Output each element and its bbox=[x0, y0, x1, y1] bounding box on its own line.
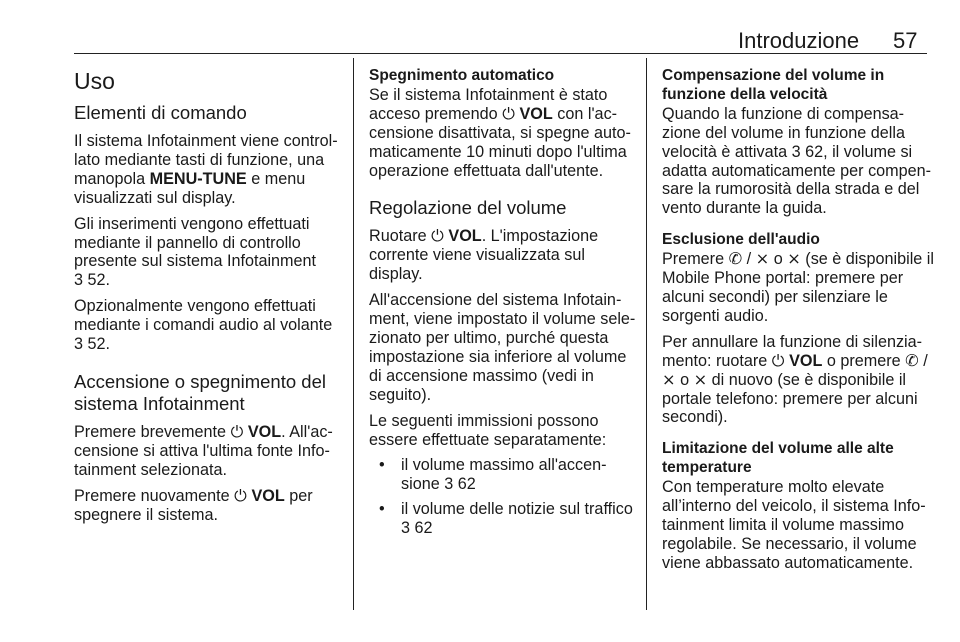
heading-temperature-limit: Limitazione del volume alle alte temperature bbox=[662, 440, 894, 477]
paragraph-power-on: Premere brevemente ⏻ VOL. All'ac- censione si attiva l'ultima fonte Info- tainment selezionata. bbox=[74, 422, 333, 479]
column-3 bbox=[662, 67, 934, 580]
mute-icon: ⨯ bbox=[787, 250, 801, 269]
knob-icon: ⏻ bbox=[431, 227, 444, 246]
paragraph-volume-startup: All'accensione del sistema Infotain- ment, viene impostato il volume sele- zionato per ultimo, purché questa impostazione sia inferiore al volume di accensione massimo (vedi in seguito). bbox=[369, 291, 636, 404]
column-1 bbox=[74, 62, 346, 532]
paragraph-temperature-limit: Con temperature molto elevate all’interno del veicolo, il sistema Info- tainment limita il volume massimo regolabile. Se necessario, il volume viene abbassato automaticamente. bbox=[662, 478, 926, 572]
page-reference: 3 52. bbox=[74, 335, 111, 354]
section-title: Uso bbox=[74, 68, 115, 94]
heading-speed-volume: Compensazione del volume in funzione della velocità bbox=[662, 67, 885, 103]
paragraph-power-off: Premere nuovamente ⏻ VOL per spegnere il sistema. bbox=[74, 486, 313, 524]
knob-icon: ⏻ bbox=[771, 351, 785, 370]
header-rule bbox=[74, 53, 927, 54]
power-icon: ⏻ bbox=[234, 486, 247, 505]
column-divider-1 bbox=[353, 58, 354, 610]
list-item: • il volume delle notizie sul traffico 3 62 bbox=[369, 500, 641, 538]
column-2 bbox=[369, 67, 641, 545]
paragraph-unmute: Per annullare la funzione di silenzia- mento: ruotare ⏻ VOL o premere ✆ / ⨯ o ⨯ di nuovo (se è disponibile il portale telefono: premere per alcuni secondi). bbox=[662, 332, 928, 427]
heading-volume: Regolazione del volume bbox=[369, 197, 567, 219]
mute-icon: ⨯ bbox=[662, 370, 676, 389]
phone-icon: ✆ bbox=[905, 351, 919, 370]
paragraph-entries: Le seguenti immissioni possono essere effettuate separatamente: bbox=[369, 411, 607, 449]
list-item: • il volume massimo all'accen- sione 3 62 bbox=[369, 456, 641, 494]
mute-icon: ⨯ bbox=[693, 370, 708, 389]
paragraph-controls: Il sistema Infotainment viene control- lato mediante tasti di funzione, una manopola MENU-TUNE e menu visualizzati sul display. bbox=[74, 132, 338, 207]
power-icon: ⏻ bbox=[230, 422, 244, 441]
paragraph-volume: Ruotare ⏻ VOL. L'impostazione corrente viene visualizzata sul display. bbox=[369, 227, 599, 284]
paragraph-mute: Premere ✆ / ⨯ o ⨯ (se è disponibile il Mobile Phone portal: premere per alcuni secondi) per silenziare le sorgenti audio. bbox=[662, 250, 934, 325]
header-title: Introduzione bbox=[738, 28, 860, 53]
paragraph-speed-volume: Quando la funzione di compensa- zione del volume in funzione della velocità è attivata 3 62, il volume si adatta automaticamente per compen- sare la rumorosità della strada e del vento durante la guida. bbox=[662, 104, 932, 218]
page-reference: 3 52. bbox=[74, 271, 111, 290]
power-icon: ⏻ bbox=[502, 104, 515, 123]
paragraph-panel: Gli inserimenti vengono effettuati mediante il pannello di controllo presente sul sistema Infotainment 3 52. bbox=[74, 214, 317, 290]
heading-controls: Elementi di comando bbox=[74, 102, 247, 123]
page-number: 57 bbox=[893, 28, 918, 53]
column-divider-2 bbox=[646, 58, 647, 610]
heading-mute: Esclusione dell'audio bbox=[662, 231, 820, 249]
heading-power: Accensione o spegnimento del sistema Infotainment bbox=[74, 370, 326, 414]
mute-icon: ⨯ bbox=[755, 250, 770, 269]
paragraph-steering: Opzionalmente vengono effettuati mediante i comandi audio al volante 3 52. bbox=[74, 297, 333, 354]
paragraph-auto-off: Se il sistema Infotainment è stato acceso premendo ⏻ VOL con l'ac- censione disattivata, si spegne auto- maticamente 10 minuti dopo l'ultima operazione effettuata dall'utente. bbox=[369, 85, 631, 180]
heading-auto-off: Spegnimento automatico bbox=[369, 67, 555, 84]
phone-icon: ✆ bbox=[728, 250, 743, 269]
bullet-list bbox=[369, 456, 641, 538]
